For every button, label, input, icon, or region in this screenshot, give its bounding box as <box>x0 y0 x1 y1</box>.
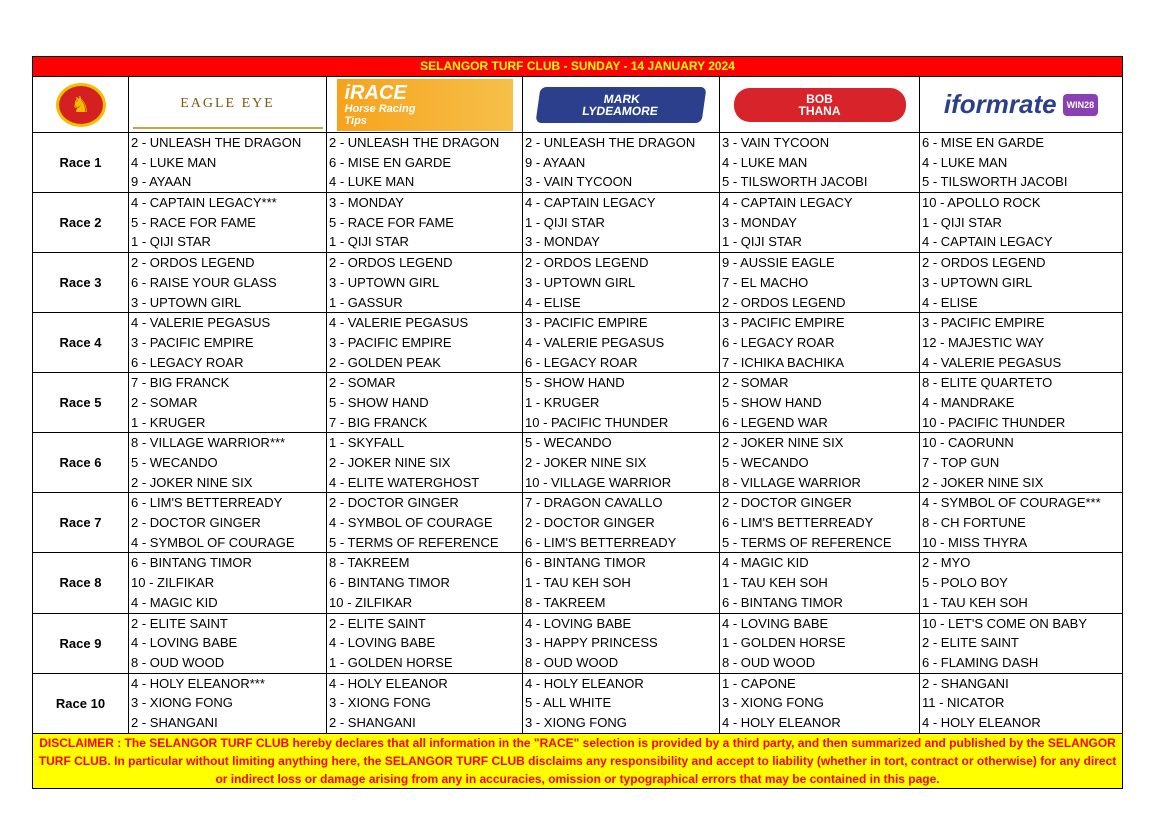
tipster-selection-cell <box>720 133 920 193</box>
selection-entry: 6 - LIM'S BETTERREADY <box>722 515 874 531</box>
selection-entry: 2 - ORDOS LEGEND <box>131 255 255 271</box>
tipster-selection-cell <box>327 673 523 733</box>
selection-entry: 2 - SHANGANI <box>131 714 218 730</box>
selection-entry: 4 - ELISE <box>525 294 581 310</box>
club-logo-cell <box>33 77 129 133</box>
selection-entry: 2 - DOCTOR GINGER <box>329 495 459 511</box>
selection-entry: 1 - TAU KEH SOH <box>922 594 1028 610</box>
race-row <box>33 553 1123 613</box>
selection-entry: 3 - HAPPY PRINCESS <box>525 635 658 651</box>
selection-entry: 4 - CAPTAIN LEGACY*** <box>131 195 277 211</box>
selection-entry: 3 - UPTOWN GIRL <box>922 274 1033 290</box>
race-tips-sheet <box>32 56 1122 789</box>
selection-entry: 4 - LOVING BABE <box>329 635 436 651</box>
race-row <box>33 193 1123 253</box>
tipster-selection-cell <box>720 553 920 613</box>
selection-entry: 4 - CAPTAIN LEGACY <box>722 195 853 211</box>
selection-entry: 3 - UPTOWN GIRL <box>525 274 636 290</box>
tipster-selection-cell <box>129 193 327 253</box>
selection-entry: 12 - MAJESTIC WAY <box>922 334 1045 350</box>
selection-entry: 3 - PACIFIC EMPIRE <box>922 315 1045 331</box>
race-label: Race 6 <box>33 433 129 493</box>
selection-entry: 3 - XIONG FONG <box>131 695 233 711</box>
selection-entry: 2 - JOKER NINE SIX <box>131 474 253 490</box>
selection-entry: 5 - WECANDO <box>722 455 809 470</box>
tipster-selection-cell <box>523 493 720 553</box>
selection-entry: 4 - LOVING BABE <box>131 635 238 651</box>
selection-entry: 3 - XIONG FONG <box>722 695 824 711</box>
tipster-selection-cell <box>920 433 1123 493</box>
selection-entry: 4 - ELISE <box>922 294 978 310</box>
tipster-selection-cell <box>129 493 327 553</box>
selection-entry: 4 - HOLY ELEANOR*** <box>131 675 265 691</box>
selection-entry: 4 - MAGIC KID <box>131 594 218 610</box>
horse-head-icon: ♞ <box>56 83 106 127</box>
selections-table <box>32 56 1123 789</box>
tipster-selection-cell <box>720 373 920 433</box>
selection-entry: 2 - SOMAR <box>722 375 789 391</box>
selection-entry: 1 - KRUGER <box>525 394 600 410</box>
irace-logo: iRACE Horse Racing Tips <box>337 79 513 131</box>
selection-entry: 6 - LEGEND WAR <box>722 414 828 430</box>
tipster-selection-cell <box>129 553 327 613</box>
tipster-selection-cell <box>523 673 720 733</box>
selection-entry: 1 - GOLDEN HORSE <box>722 635 846 651</box>
tipster-selection-cell <box>920 553 1123 613</box>
race-label: Race 7 <box>33 493 129 553</box>
selection-entry: 3 - PACIFIC EMPIRE <box>131 334 254 350</box>
selection-entry: 5 - TILSWORTH JACOBI <box>922 174 1068 190</box>
selection-entry: 2 - ORDOS LEGEND <box>922 255 1046 271</box>
race-label: Race 8 <box>33 553 129 613</box>
selection-entry: 5 - TERMS OF REFERENCE <box>722 534 892 550</box>
tipster-selection-cell <box>920 313 1123 373</box>
race-label: Race 2 <box>33 193 129 253</box>
mark-lydeamore-logo: MARK LYDEAMORE <box>535 87 706 123</box>
tipster-selection-cell <box>720 493 920 553</box>
selection-entry: 4 - CAPTAIN LEGACY <box>922 234 1053 250</box>
selection-entry: 8 - OUD WOOD <box>131 654 225 670</box>
tipster-selection-cell <box>129 613 327 673</box>
race-row <box>33 493 1123 553</box>
selection-entry: 5 - SHOW HAND <box>525 375 625 391</box>
selection-entry: 2 - ORDOS LEGEND <box>722 294 846 310</box>
tipster-selection-cell <box>523 313 720 373</box>
selection-entry: 4 - LOVING BABE <box>525 615 632 631</box>
tipster-selection-cell <box>920 673 1123 733</box>
selection-entry: 8 - OUD WOOD <box>722 654 816 670</box>
race-row <box>33 373 1123 433</box>
selection-entry: 1 - GASSUR <box>329 294 403 310</box>
tipster-selection-cell <box>920 133 1123 193</box>
selection-entry: 4 - VALERIE PEGASUS <box>525 334 665 350</box>
tipster-selection-cell <box>920 613 1123 673</box>
selection-entry: 2 - GOLDEN PEAK <box>329 354 441 370</box>
tipster-selection-cell <box>129 133 327 193</box>
selection-entry: 3 - UPTOWN GIRL <box>131 294 242 310</box>
selection-entry: 5 - WECANDO <box>525 435 612 451</box>
selection-entry: 3 - VAIN TYCOON <box>722 135 830 150</box>
selection-entry: 4 - LUKE MAN <box>329 174 415 190</box>
selection-entry: 10 - PACIFIC THUNDER <box>525 414 669 430</box>
tipster-selection-cell <box>523 253 720 313</box>
selection-entry: 4 - CAPTAIN LEGACY <box>525 195 656 211</box>
selection-entry: 10 - CAORUNN <box>922 435 1014 451</box>
selection-entry: 7 - BIG FRANCK <box>329 414 428 430</box>
selection-entry: 8 - VILLAGE WARRIOR*** <box>131 435 286 451</box>
race-label: Race 3 <box>33 253 129 313</box>
tipster-selection-cell <box>523 613 720 673</box>
selection-entry: 2 - JOKER NINE SIX <box>722 435 844 451</box>
tipster-selection-cell <box>523 433 720 493</box>
tipster-selection-cell <box>720 313 920 373</box>
selection-entry: 8 - VILLAGE WARRIOR <box>722 474 861 490</box>
selection-entry: 5 - TILSWORTH JACOBI <box>722 174 868 190</box>
tipster-selection-cell <box>523 133 720 193</box>
selection-entry: 5 - SHOW HAND <box>722 394 822 410</box>
tipster-selection-cell <box>720 253 920 313</box>
tipster-selection-cell <box>327 253 523 313</box>
selection-entry: 3 - MONDAY <box>722 214 797 230</box>
selection-entry: 3 - MONDAY <box>525 234 600 250</box>
tipster-selection-cell <box>523 373 720 433</box>
race-label: Race 10 <box>33 673 129 733</box>
selection-entry: 8 - CH FORTUNE <box>922 515 1026 531</box>
selection-entry: 2 - ORDOS LEGEND <box>525 255 649 271</box>
selection-entry: 10 - LET'S COME ON BABY <box>922 615 1088 631</box>
selection-entry: 7 - EL MACHO <box>722 274 809 290</box>
selection-entry: 3 - UPTOWN GIRL <box>329 274 440 290</box>
mark-lydeamore-logo-cell <box>523 77 720 133</box>
race-label: Race 4 <box>33 313 129 373</box>
selection-entry: 4 - LUKE MAN <box>722 154 808 170</box>
tipster-selection-cell <box>523 553 720 613</box>
selection-entry: 4 - HOLY ELEANOR <box>525 675 644 691</box>
selection-entry: 4 - ELITE WATERGHOST <box>329 474 480 490</box>
selection-entry: 2 - MYO <box>922 555 971 571</box>
tipster-selection-cell <box>523 193 720 253</box>
race-row <box>33 613 1123 673</box>
selection-entry: 3 - PACIFIC EMPIRE <box>722 315 845 331</box>
tipster-selection-cell <box>129 253 327 313</box>
tipster-selection-cell <box>920 193 1123 253</box>
selection-entry: 6 - BINTANG TIMOR <box>131 555 252 571</box>
eagle-eye-logo-cell <box>129 77 327 133</box>
tipster-selection-cell <box>327 193 523 253</box>
selection-entry: 2 - DOCTOR GINGER <box>131 515 261 531</box>
selection-entry: 5 - TERMS OF REFERENCE <box>329 534 499 550</box>
tipster-selection-cell <box>129 373 327 433</box>
selection-entry: 7 - DRAGON CAVALLO <box>525 495 663 511</box>
eagle-eye-logo: EAGLE EYE <box>133 81 323 129</box>
iformrate-logo: iformrate WIN28 <box>931 82 1111 128</box>
selection-entry: 1 - SKYFALL <box>329 435 405 451</box>
selection-entry: 2 - JOKER NINE SIX <box>922 474 1044 490</box>
selection-entry: 6 - RAISE YOUR GLASS <box>131 274 277 290</box>
title-row <box>33 57 1123 77</box>
selection-entry: 10 - ZILFIKAR <box>329 594 413 610</box>
selection-entry: 1 - QIJI STAR <box>525 214 605 230</box>
selection-entry: 3 - XIONG FONG <box>525 714 627 730</box>
tipster-selection-cell <box>720 433 920 493</box>
selection-entry: 6 - FLAMING DASH <box>922 654 1039 670</box>
race-label: Race 1 <box>33 133 129 193</box>
selection-entry: 2 - JOKER NINE SIX <box>525 455 647 470</box>
selection-entry: 6 - MISE EN GARDE <box>922 135 1045 150</box>
tipster-selection-cell <box>327 313 523 373</box>
disclaimer-text: DISCLAIMER : The SELANGOR TURF CLUB hereby declares that all information in the "RACE" selection is provided by a third party, and then summarized and published by the SELANGOR TURF CLUB. In particular without limiting anything here, the SELANGOR TURF CLUB disclaims any responsibility and accept to liability (whether in tort, contract or otherwise) for any direct or indirect loss or damage arising from any in accuracies, omission or typographical errors that may be contained in this page. <box>33 733 1123 788</box>
selection-entry: 1 - QIJI STAR <box>131 234 211 250</box>
tipster-selection-cell <box>720 673 920 733</box>
selection-entry: 10 - APOLLO ROCK <box>922 195 1041 211</box>
selection-entry: 3 - PACIFIC EMPIRE <box>329 334 452 350</box>
tipster-selection-cell <box>920 493 1123 553</box>
race-row <box>33 253 1123 313</box>
tipster-selection-cell <box>129 313 327 373</box>
tipster-selection-cell <box>920 253 1123 313</box>
selection-entry: 2 - JOKER NINE SIX <box>329 455 451 470</box>
selection-entry: 5 - WECANDO <box>131 455 218 470</box>
selection-entry: 4 - LOVING BABE <box>722 615 829 631</box>
selection-entry: 4 - SYMBOL OF COURAGE <box>329 515 493 531</box>
selection-entry: 3 - PACIFIC EMPIRE <box>525 315 648 331</box>
selection-entry: 2 - UNLEASH THE DRAGON <box>131 135 302 150</box>
selection-entry: 5 - RACE FOR FAME <box>329 214 454 230</box>
selection-entry: 2 - SOMAR <box>131 394 198 410</box>
selection-entry: 4 - HOLY ELEANOR <box>722 714 841 730</box>
selection-entry: 4 - HOLY ELEANOR <box>329 675 448 691</box>
selection-entry: 2 - SHANGANI <box>922 675 1009 691</box>
selection-entry: 9 - AUSSIE EAGLE <box>722 255 835 271</box>
selection-entry: 4 - VALERIE PEGASUS <box>131 315 271 331</box>
selection-entry: 6 - LEGACY ROAR <box>525 354 638 370</box>
tipster-selection-cell <box>327 613 523 673</box>
selection-entry: 2 - ELITE SAINT <box>329 615 426 631</box>
selection-entry: 8 - OUD WOOD <box>525 654 619 670</box>
race-label: Race 5 <box>33 373 129 433</box>
selection-entry: 1 - CAPONE <box>722 675 796 691</box>
selection-entry: 11 - NICATOR <box>922 695 1005 711</box>
race-row <box>33 673 1123 733</box>
selection-entry: 10 - PACIFIC THUNDER <box>922 414 1066 430</box>
selection-entry: 6 - MISE EN GARDE <box>329 154 452 170</box>
iformrate-logo-cell <box>920 77 1123 133</box>
selection-entry: 5 - RACE FOR FAME <box>131 214 256 230</box>
selection-entry: 6 - LIM'S BETTERREADY <box>525 534 677 550</box>
selection-entry: 6 - LEGACY ROAR <box>131 354 244 370</box>
selection-entry: 4 - HOLY ELEANOR <box>922 714 1041 730</box>
selection-entry: 2 - ELITE SAINT <box>131 615 228 631</box>
selection-entry: 2 - UNLEASH THE DRAGON <box>525 135 696 150</box>
selection-entry: 7 - BIG FRANCK <box>131 375 230 391</box>
selection-entry: 6 - LEGACY ROAR <box>722 334 835 350</box>
selection-entry: 1 - TAU KEH SOH <box>722 575 828 591</box>
selection-entry: 2 - DOCTOR GINGER <box>722 495 852 511</box>
page-title: SELANGOR TURF CLUB - SUNDAY - 14 JANUARY 2024 <box>33 57 1123 77</box>
selection-entry: 5 - ALL WHITE <box>525 695 612 711</box>
race-row <box>33 313 1123 373</box>
selection-entry: 2 - ELITE SAINT <box>922 635 1019 651</box>
selection-entry: 10 - VILLAGE WARRIOR <box>525 474 672 490</box>
selection-entry: 8 - TAKREEM <box>525 594 606 610</box>
win28-badge: WIN28 <box>1063 94 1099 116</box>
bob-thana-logo: BOB THANA <box>734 88 906 122</box>
selection-entry: 4 - LUKE MAN <box>131 154 217 170</box>
selection-entry: 9 - AYAAN <box>525 154 586 170</box>
disclaimer-row <box>33 733 1123 788</box>
selection-entry: 4 - MAGIC KID <box>722 555 809 571</box>
selection-entry: 3 - MONDAY <box>329 195 404 211</box>
selection-entry: 6 - BINTANG TIMOR <box>329 575 450 591</box>
race-label: Race 9 <box>33 613 129 673</box>
selection-entry: 4 - MANDRAKE <box>922 394 1015 410</box>
selection-entry: 9 - AYAAN <box>131 174 192 190</box>
selection-entry: 8 - ELITE QUARTETO <box>922 375 1053 391</box>
selection-entry: 8 - TAKREEM <box>329 555 410 571</box>
selection-entry: 1 - QIJI STAR <box>722 234 802 250</box>
selection-entry: 2 - SHANGANI <box>329 714 416 730</box>
selection-entry: 4 - LUKE MAN <box>922 154 1008 170</box>
tipster-selection-cell <box>129 433 327 493</box>
selection-entry: 1 - QIJI STAR <box>329 234 409 250</box>
tipster-selection-cell <box>327 553 523 613</box>
selection-entry: 6 - BINTANG TIMOR <box>525 555 646 571</box>
selection-entry: 3 - VAIN TYCOON <box>525 174 633 190</box>
selection-entry: 5 - POLO BOY <box>922 575 1008 591</box>
selection-entry: 10 - ZILFIKAR <box>131 575 215 591</box>
selection-entry: 4 - VALERIE PEGASUS <box>329 315 469 331</box>
selection-entry: 4 - VALERIE PEGASUS <box>922 354 1062 370</box>
race-row <box>33 433 1123 493</box>
selection-entry: 1 - GOLDEN HORSE <box>329 654 453 670</box>
irace-logo-cell <box>327 77 523 133</box>
selection-entry: 7 - TOP GUN <box>922 455 1000 470</box>
tipster-selection-cell <box>720 193 920 253</box>
tipster-selection-cell <box>327 133 523 193</box>
selection-entry: 2 - ORDOS LEGEND <box>329 255 453 271</box>
tipster-selection-cell <box>129 673 327 733</box>
bob-thana-logo-cell <box>720 77 920 133</box>
selection-entry: 1 - TAU KEH SOH <box>525 575 631 591</box>
tipster-selection-cell <box>920 373 1123 433</box>
selection-entry: 1 - QIJI STAR <box>922 214 1002 230</box>
tipster-selection-cell <box>327 433 523 493</box>
selection-entry: 3 - XIONG FONG <box>329 695 431 711</box>
tipster-selection-cell <box>720 613 920 673</box>
selection-entry: 10 - MISS THYRA <box>922 534 1028 550</box>
selection-entry: 6 - LIM'S BETTERREADY <box>131 495 283 511</box>
selection-entry: 2 - DOCTOR GINGER <box>525 515 655 531</box>
logo-row <box>33 77 1123 133</box>
race-row <box>33 133 1123 193</box>
selection-entry: 2 - UNLEASH THE DRAGON <box>329 135 500 150</box>
tipster-selection-cell <box>327 493 523 553</box>
selection-entry: 6 - BINTANG TIMOR <box>722 594 843 610</box>
selection-entry: 4 - SYMBOL OF COURAGE*** <box>922 495 1101 511</box>
selection-entry: 7 - ICHIKA BACHIKA <box>722 354 845 370</box>
selection-entry: 2 - SOMAR <box>329 375 396 391</box>
selection-entry: 4 - SYMBOL OF COURAGE <box>131 534 295 550</box>
tipster-selection-cell <box>327 373 523 433</box>
selection-entry: 1 - KRUGER <box>131 414 206 430</box>
selection-entry: 5 - SHOW HAND <box>329 394 429 410</box>
